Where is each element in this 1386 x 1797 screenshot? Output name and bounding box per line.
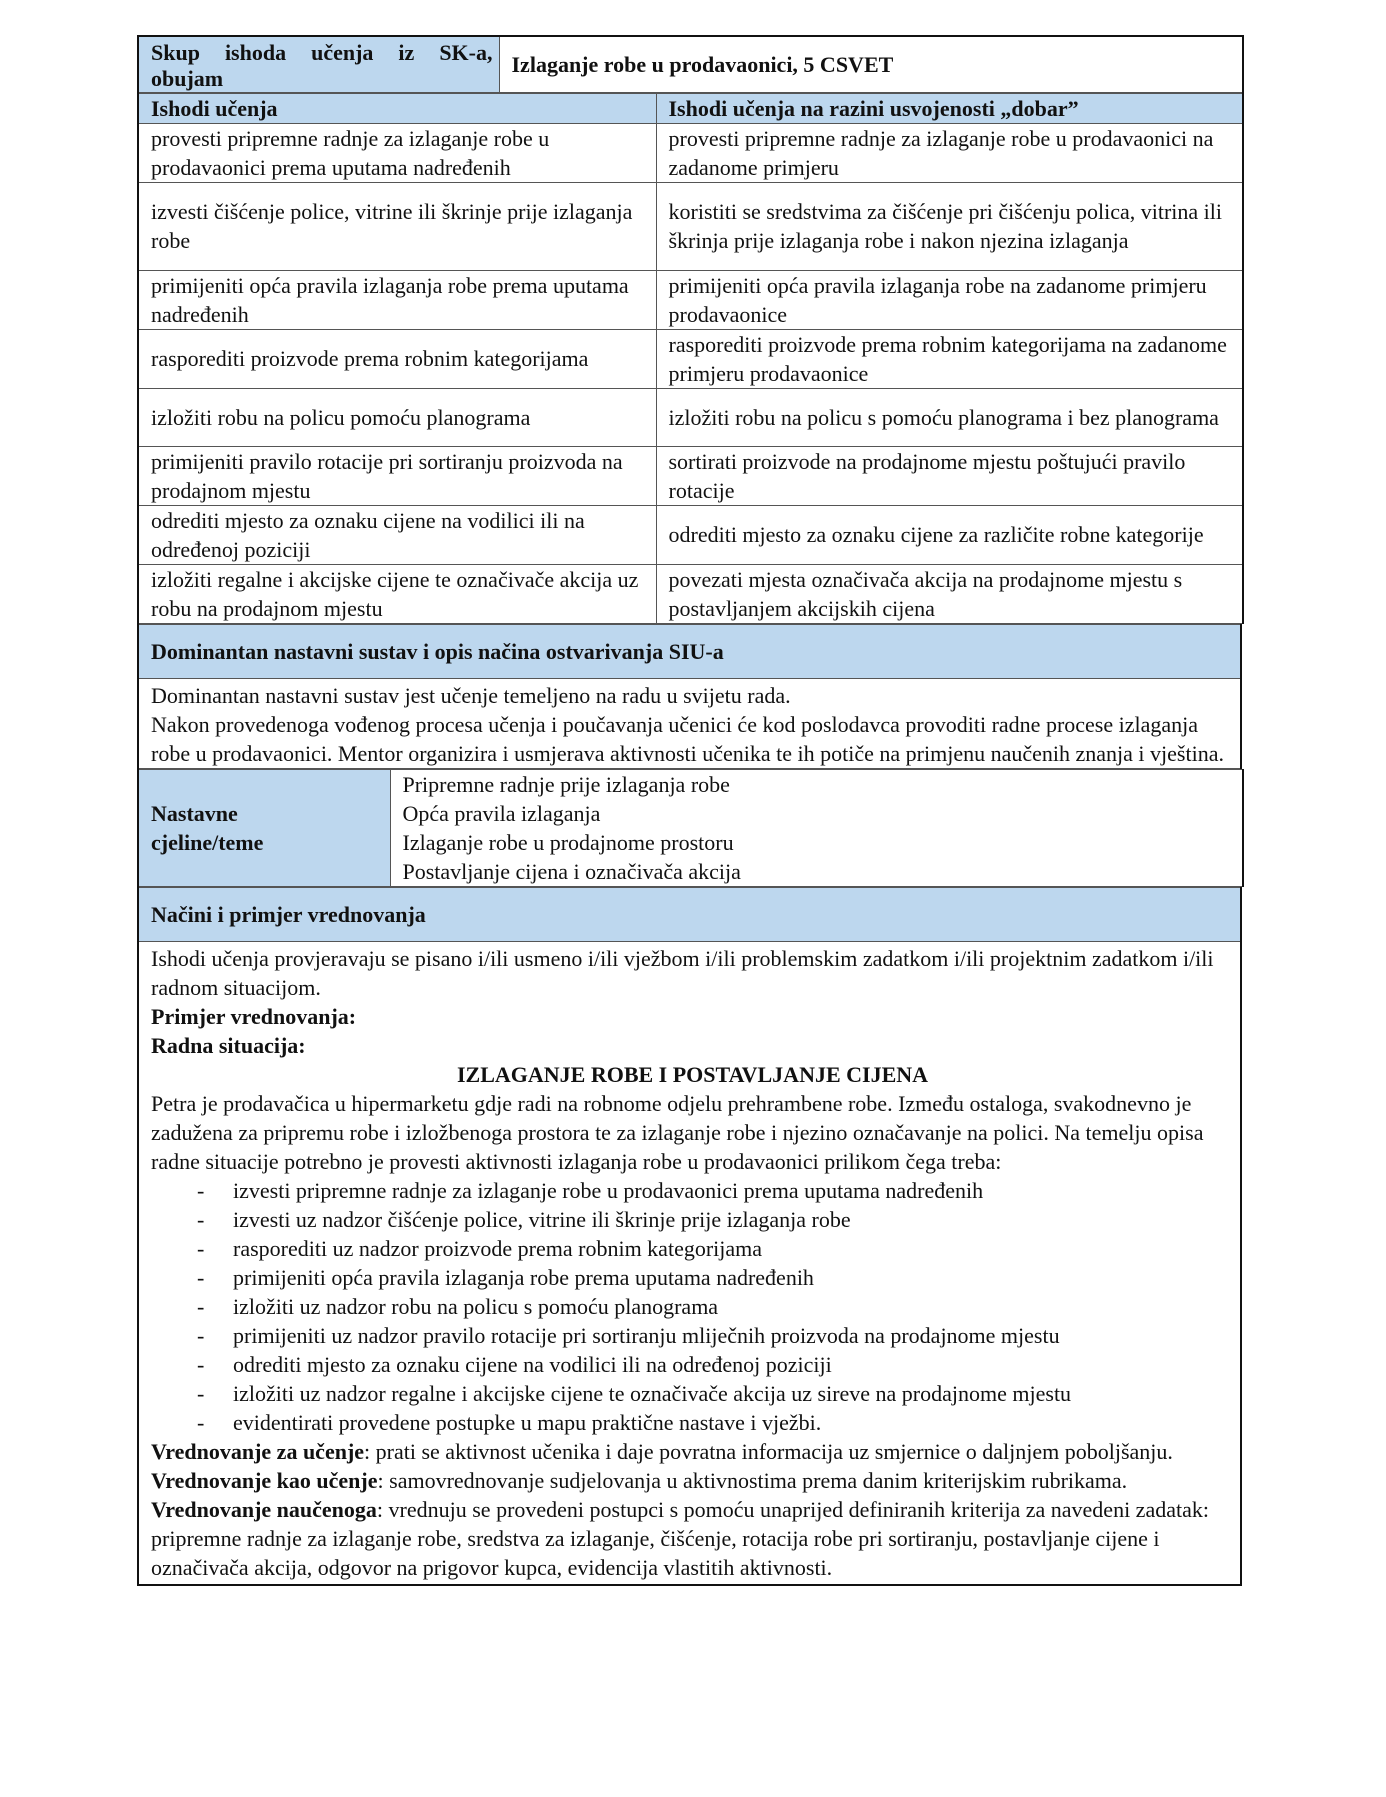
dash-bullet-icon: - <box>197 1409 205 1435</box>
outcome-cell: primijeniti opća pravila izlaganja robe prema uputama nadređenih <box>138 270 656 329</box>
outcome-row <box>138 505 1243 564</box>
outcome-row <box>138 270 1243 329</box>
task-item <box>197 1408 1234 1437</box>
outcome-cell: primijeniti pravilo rotacije pri sortiranju proizvoda na prodajnom mjestu <box>138 446 656 505</box>
outcome-row <box>138 329 1243 388</box>
topic-item: Izlaganje robe u prodajnome prostoru <box>402 829 734 855</box>
outcome-cell: izložiti regalne i akcijske cijene te označivače akcija uz robu na prodajnom mjestu <box>138 564 656 623</box>
outcome-cell: provesti pripremne radnje za izlaganje robe u prodavaonici prema uputama nadređenih <box>138 123 656 182</box>
task-text: izložiti uz nadzor robu na policu s pomoću planograma <box>233 1293 719 1319</box>
outcome-row <box>138 564 1243 623</box>
outcome-row <box>138 123 1243 182</box>
teaching-system-line2: Nakon provedenoga vođenog procesa učenja i poučavanja učenici će kod poslodavca provoditi radne procese izlaganja robe u prodavaonici. Mentor organizira i usmjerava aktivnosti učenika te ih potiče na primjenu naučenih znanja i vještina. <box>151 711 1224 766</box>
dash-bullet-icon: - <box>197 1322 205 1348</box>
of-learning-paragraph <box>151 1495 1234 1582</box>
task-item <box>197 1379 1234 1408</box>
outcome-cell: odrediti mjesto za oznaku cijene na vodilici ili na određenoj poziciji <box>138 505 656 564</box>
topics-label <box>138 769 390 886</box>
good-level-cell: povezati mjesta označivača akcija na prodajnome mjestu s postavljanjem akcijskih cijena <box>656 564 1243 623</box>
task-text: primijeniti uz nadzor pravilo rotacije pri sortiranju mliječnih proizvoda na prodajnome mjestu <box>233 1322 1060 1348</box>
task-item <box>197 1205 1234 1234</box>
for-learning-text: : prati se aktivnost učenika i daje povratna informacija uz smjernice o daljnjem poboljšanju. <box>364 1438 1173 1464</box>
module-header-table <box>137 35 1244 93</box>
outcomes-table <box>137 93 1244 624</box>
task-item <box>197 1350 1234 1379</box>
task-item <box>197 1292 1234 1321</box>
good-level-cell: rasporediti proizvode prema robnim kategorijama na zadanome primjeru prodavaonice <box>656 329 1243 388</box>
task-text: evidentirati provedene postupke u mapu praktične nastave i vježbi. <box>233 1409 822 1435</box>
task-text: izvesti uz nadzor čišćenje police, vitrine ili škrinje prije izlaganja robe <box>233 1206 851 1232</box>
evaluation-table <box>137 887 1242 1586</box>
module-label-line2: obujam <box>151 65 224 91</box>
of-learning-label: Vrednovanje naučenoga <box>151 1496 377 1522</box>
teaching-system-table <box>137 624 1242 769</box>
outcome-row <box>138 182 1243 270</box>
example-label: Primjer vrednovanja: <box>151 1003 357 1029</box>
topics-list <box>390 769 1243 886</box>
module-title: Izlaganje robe u prodavaonici, 5 CSVET <box>499 36 1243 92</box>
for-learning-paragraph <box>151 1437 1234 1466</box>
situation-title: IZLAGANJE ROBE I POSTAVLJANJE CIJENA <box>456 1061 929 1087</box>
teaching-system-body <box>138 678 1241 768</box>
of-learning-text: : vrednuju se provedeni postupci s pomoću unaprijed definiranih kriterija za navedeni zadatak: pripremne radnje za izlaganje robe, sredstva za izlaganje, čišćenje, rotacija robe pri sortiranju, postavljanje cijene i označivača akcija, odgovor na prigovor kupca, evidencija vlastitih aktivnosti. <box>151 1496 1209 1580</box>
outcome-cell: izložiti robu na policu pomoću planograma <box>138 388 656 446</box>
task-item <box>197 1321 1234 1350</box>
evaluation-intro: Ishodi učenja provjeravaju se pisano i/ili usmeno i/ili vježbom i/ili problemskim zadatkom i/ili projektnim zadatkom i/ili radnom situacijom. <box>151 945 1214 1000</box>
good-level-cell: provesti pripremne radnje za izlaganje robe u prodavaonici na zadanome primjeru <box>656 123 1243 182</box>
document-page <box>137 35 1242 1586</box>
outcome-cell: rasporediti proizvode prema robnim kategorijama <box>138 329 656 388</box>
dash-bullet-icon: - <box>197 1380 205 1406</box>
topic-item: Postavljanje cijena i označivača akcija <box>402 858 741 884</box>
task-item <box>197 1176 1234 1205</box>
good-level-cell: izložiti robu na policu s pomoću planograma i bez planograma <box>656 388 1243 446</box>
outcome-row <box>138 446 1243 505</box>
topic-item: Opća pravila izlaganja <box>402 800 601 826</box>
task-text: rasporediti uz nadzor proizvode prema robnim kategorijama <box>233 1235 763 1261</box>
dash-bullet-icon: - <box>197 1351 205 1377</box>
topics-table <box>137 769 1244 887</box>
module-label-line1: Skup ishoda učenja iz SK-a, <box>151 39 493 65</box>
evaluation-body <box>138 941 1241 1585</box>
outcome-cell: izvesti čišćenje police, vitrine ili škrinje prije izlaganja robe <box>138 182 656 270</box>
task-item <box>197 1263 1234 1292</box>
good-level-cell: sortirati proizvode na prodajnome mjestu poštujući pravilo rotacije <box>656 446 1243 505</box>
dash-bullet-icon: - <box>197 1264 205 1290</box>
as-learning-paragraph <box>151 1466 1234 1495</box>
teaching-system-line1: Dominantan nastavni sustav jest učenje temeljeno na radu u svijetu rada. <box>151 682 791 708</box>
topics-label-line2: cjeline/teme <box>151 829 264 855</box>
teaching-system-heading: Dominantan nastavni sustav i opis načina ostvarivanja SIU-a <box>138 624 1241 678</box>
outcomes-col-header: Ishodi učenja <box>138 93 656 123</box>
situation-label: Radna situacija: <box>151 1032 306 1058</box>
task-text: izvesti pripremne radnje za izlaganje robe u prodavaonici prema uputama nadređenih <box>233 1177 984 1203</box>
evaluation-heading: Načini i primjer vrednovanja <box>138 887 1241 941</box>
good-level-cell: koristiti se sredstvima za čišćenje pri čišćenju polica, vitrina ili škrinja prije izlaganja robe i nakon njezina izlaganja <box>656 182 1243 270</box>
as-learning-text: : samovrednovanje sudjelovanja u aktivnostima prema danim kriterijskim rubrikama. <box>377 1467 1128 1493</box>
for-learning-label: Vrednovanje za učenje <box>151 1438 365 1464</box>
module-label-cell <box>138 36 499 92</box>
dash-bullet-icon: - <box>197 1206 205 1232</box>
as-learning-label: Vrednovanje kao učenje <box>151 1467 378 1493</box>
topics-label-line1: Nastavne <box>151 800 238 826</box>
dash-bullet-icon: - <box>197 1235 205 1261</box>
dash-bullet-icon: - <box>197 1177 205 1203</box>
good-level-cell: primijeniti opća pravila izlaganja robe na zadanome primjeru prodavaonice <box>656 270 1243 329</box>
task-text: izložiti uz nadzor regalne i akcijske cijene te označivače akcija uz sireve na prodajnome mjestu <box>233 1380 1072 1406</box>
task-text: odrediti mjesto za oznaku cijene na vodilici ili na određenoj poziciji <box>233 1351 832 1377</box>
task-item <box>197 1234 1234 1263</box>
good-level-col-header: Ishodi učenja na razini usvojenosti „dobar” <box>656 93 1243 123</box>
task-text: primijeniti opća pravila izlaganja robe prema uputama nadređenih <box>233 1264 814 1290</box>
task-list <box>151 1176 1234 1437</box>
outcome-row <box>138 388 1243 446</box>
dash-bullet-icon: - <box>197 1293 205 1319</box>
topic-item: Pripremne radnje prije izlaganja robe <box>402 771 730 797</box>
situation-text: Petra je prodavačica u hipermarketu gdje radi na robnome odjelu prehrambene robe. Između ostaloga, svakodnevno je zadužena za pripremu robe i izložbenoga prostora te za izlaganje robe i njezino označavanje na polici. Na temelju opisa radne situacije potrebno je provesti aktivnosti izlaganja robe u prodavaonici prilikom čega treba: <box>151 1090 1204 1174</box>
good-level-cell: odrediti mjesto za oznaku cijene za različite robne kategorije <box>656 505 1243 564</box>
